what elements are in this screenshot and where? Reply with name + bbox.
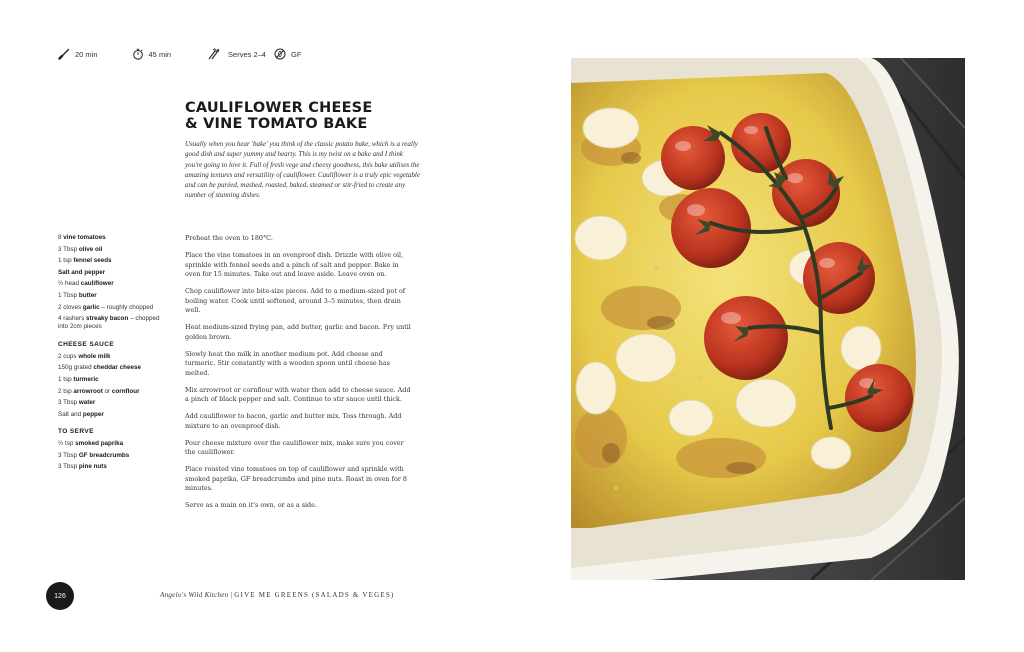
cheese-sauce-heading: CHEESE SAUCE [58,340,115,348]
ingredient-name: arrowroot [73,387,103,395]
to-serve-heading: TO SERVE [58,427,94,435]
method-step: Add cauliflower to bacon, garlic and butter mix. Toss through. Add mixture to an ovenproof dish. [185,412,402,430]
ingredient-item [58,269,168,277]
ingredient-note: or [102,387,112,395]
ingredient-qty: 2 cups [58,352,77,360]
ingredient-note: – roughly chopped [99,303,154,311]
ingredient-name: pepper [82,410,104,418]
ingredient-name: Salt and pepper [58,268,106,276]
ingredient-item [58,234,168,242]
recipe-title [185,100,425,132]
ingredient-name: streaky bacon [86,315,129,323]
recipe-title-line2: & VINE TOMATO BAKE [185,116,368,132]
ingredients-sauce [58,353,168,419]
ingredient-name: garlic [82,303,100,311]
method-step: Preheat the oven to 180°C. [185,234,273,242]
timer-icon [132,48,144,60]
gluten-free-icon [274,48,286,60]
ingredient-name: water [78,399,96,407]
prep-time-label: 20 min [75,49,98,59]
prep-time [58,48,98,60]
ingredient-item [58,353,168,361]
ingredient-qty: 1 Tbsp [58,291,78,299]
method-step: Mix arrowroot or cornflour with water then add to cheese sauce. Add a pinch of black pepper and salt. Continue to stir sauce until thick. [185,385,411,403]
ingredient-item [58,280,168,288]
ingredient-item [58,440,168,448]
cook-time [132,48,172,60]
ingredients-main [58,234,168,332]
recipe-intro: Usually when you hear 'bake' you think of the classic potato bake, which is a really good dish and super yummy and hearty. This is my twist on a bake and I think you're going to love it. Full of fresh vege and cheesy goodness, this bake utilises the amazing textures and versatility of cauliflower. Cauliflower is a truly epic vegetable and can be puréed, mashed, roasted, baked, steamed or stir-fried to create any number of stunning dishes. [185,140,420,200]
ingredient-item [58,257,168,265]
ingredient-name: whole milk [78,352,111,360]
serves-label: Serves 2–4 [228,49,266,59]
ingredient-item [58,292,168,300]
recipe-title-line1: CAULIFLOWER CHEESE [185,100,373,116]
ingredient-qty: Salt and [58,410,82,418]
ingredient-name: turmeric [73,375,99,383]
dietary-label: GF [290,49,302,59]
footer-separator: | [230,591,233,599]
book-title: Angelo's Wild Kitchen [160,591,229,599]
running-footer [160,591,394,599]
ingredient-item [58,452,168,460]
ingredient-qty: 1 tsp [58,375,72,383]
ingredient-item [58,411,168,419]
ingredient-qty: 3 Tbsp [58,451,78,459]
method-step: Slowly heat the milk in another medium pot. Add cheese and turmeric. Stir constantly with a wooden spoon until cheese has melted. [185,349,390,377]
ingredient-name: fennel seeds [73,257,112,265]
ingredient-qty: 2 cloves [58,303,82,311]
ingredient-name: vine tomatoes [63,234,106,241]
chapter-title: GIVE ME GREENS (SALADS & VEGES) [234,591,395,599]
page-number-badge [46,582,74,610]
ingredient-note: – chopped into 2cm pieces [58,315,160,331]
ingredient-name: cauliflower [80,280,114,288]
ingredient-item [58,364,168,372]
dietary [274,48,301,60]
page-number: 126 [54,592,66,600]
ingredient-name: pine nuts [78,463,107,471]
ingredient-name: olive oil [78,245,103,253]
recipe-meta-bar [58,48,335,60]
ingredient-qty: 3 Tbsp [58,463,78,471]
ingredient-qty: 8 [58,234,62,241]
ingredient-name-alt: cornflour [111,387,140,395]
method-steps [185,234,415,518]
cutlery-icon [205,48,223,60]
ingredient-qty: 150g grated [58,364,92,372]
ingredient-qty: ½ head [58,280,80,288]
ingredient-name: cheddar cheese [93,364,141,372]
ingredient-qty: 2 tsp [58,387,72,395]
ingredient-name: butter [78,291,97,299]
ingredient-item [58,399,168,407]
ingredient-qty: 3 Tbsp [58,399,78,407]
method-step: Place roasted vine tomatoes on top of cauliflower and sprinkle with smoked paprika, GF breadcrumbs and pine nuts. Roast in oven for 8 minutes. [185,465,407,492]
ingredient-item [58,304,168,312]
ingredient-qty: 3 Tbsp [58,245,78,253]
method-step: Place the vine tomatoes in an ovenproof dish. Drizzle with olive oil, sprinkle with fennel seeds and a pinch of salt and pepper. Bake in oven for 15 minutes. Take out and leave aside. Leave oven on. [185,251,404,278]
ingredients-list [58,234,168,475]
serves [205,48,266,60]
ingredient-qty: ½ tsp [58,440,74,448]
ingredient-item [58,388,168,396]
recipe-photo [571,58,965,580]
method-step: Pour cheese mixture over the cauliflower mix, make sure you cover the cauliflower. [185,438,404,456]
method-step: Heat medium-sized frying pan, add butter, garlic and bacon. Fry until golden brown. [185,323,411,341]
method-step: Serve as a main on it's own, or as a side. [185,501,317,509]
ingredient-item [58,315,168,331]
ingredient-name: smoked paprika [75,440,124,448]
ingredient-qty: 1 tsp [58,257,72,265]
ingredient-item [58,246,168,254]
cook-time-label: 45 min [148,49,172,59]
ingredients-serve [58,440,168,471]
ingredient-qty: 4 rashers [58,315,85,323]
ingredient-item [58,376,168,384]
ingredient-name: GF breadcrumbs [78,451,130,459]
cauliflower-bake-image [571,58,965,580]
knife-icon [58,48,70,60]
method-step: Chop cauliflower into bite-size pieces. Add to a medium-sized pot of boiling water. Cook until softened, around 3–5 minutes, then drain well. [185,287,406,314]
ingredient-item [58,463,168,471]
